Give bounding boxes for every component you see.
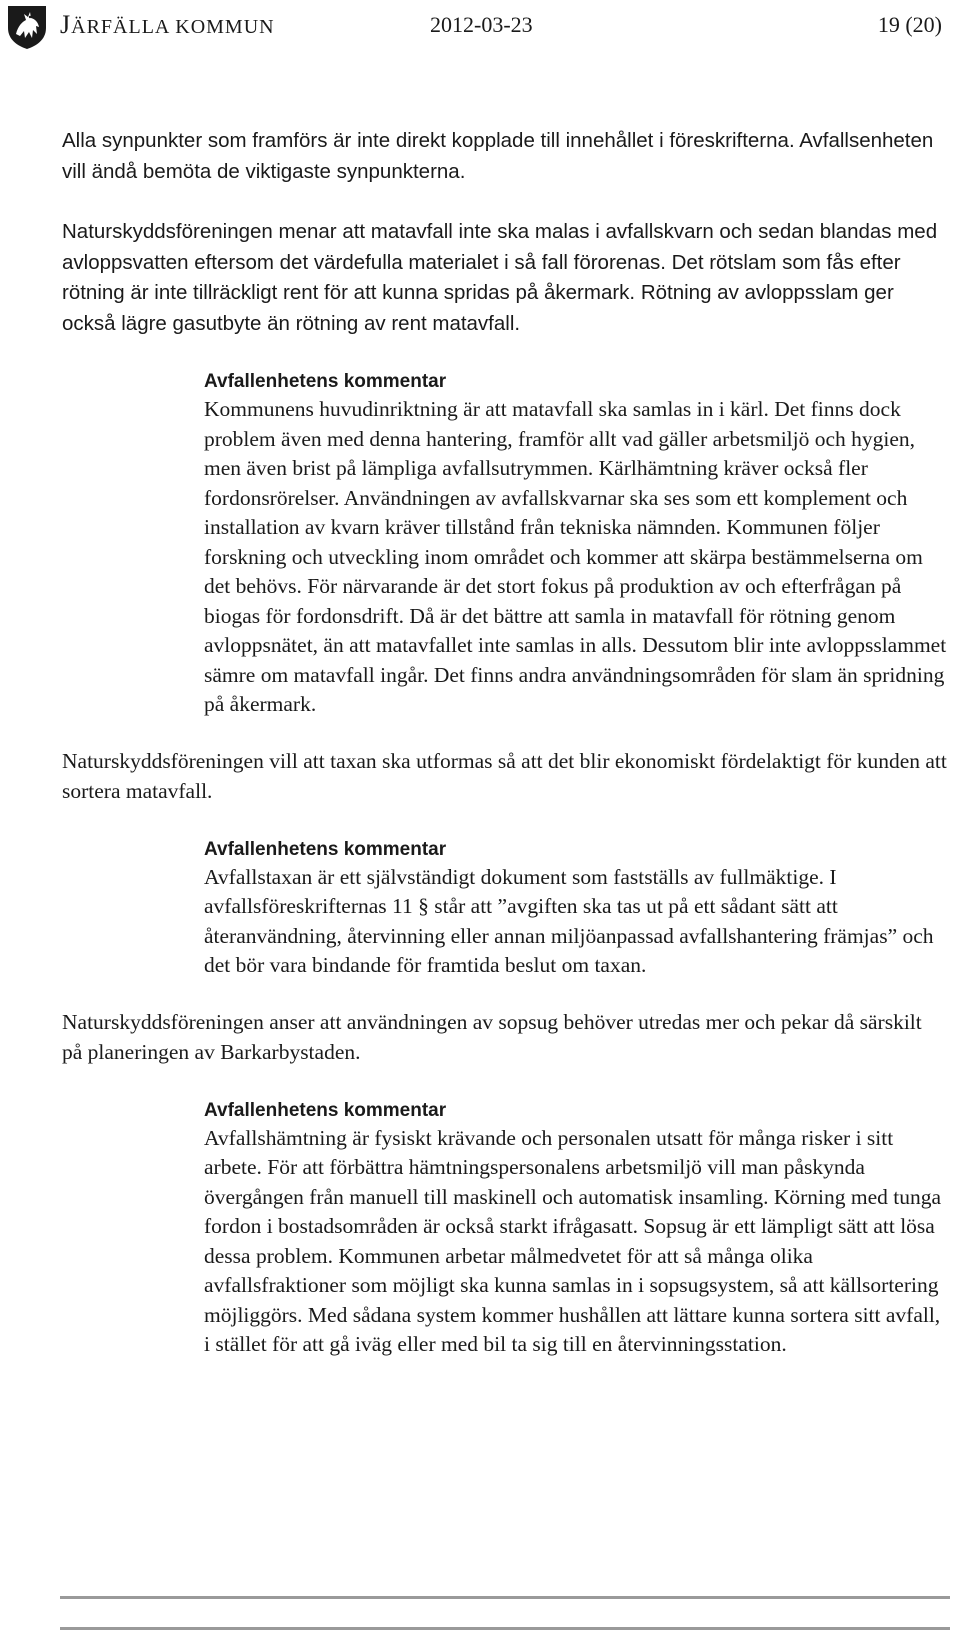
comment-heading: Avfallenhetens kommentar xyxy=(204,1099,447,1121)
comment-text: Kommunens huvudinriktning är att matavfall ska samlas in i kärl. Det finns dock problem även med denna hantering, framför allt vad gäller arbetsmiljö och hygien, men även brist på lämpliga avfallsutrymmen. Kärlhämtning kräver också fler fordonsrörelser. Användningen av avfallskvarnar ska ses som ett komplement och installation av kvarn kräver tillstånd från tekniska nämnden. Kommunen följer forskning och utveckling inom området och kommer att skärpa bestämmelserna om det behövs. För närvarande är det stort fokus på produktion av och efterfrågan på biogas för fordonsdrift. Då är det bättre att samla in matavfall för rötning genom avloppsnätet, än att matavfallet inte samlas in alls. Dessutom blir inte avloppsslammet sämre om matavfall ingår. Det finns andra användningsområden för slam än spridning på åkermark. xyxy=(204,397,947,716)
comment-heading: Avfallenhetens kommentar xyxy=(204,838,447,860)
org-name-rest: ÄRFÄLLA KOMMUN xyxy=(71,16,275,38)
comment-text: Avfallshämtning är fysiskt krävande och personalen utsatt för många risker i sitt arbete. För att förbättra hämtningspersonalens arbetsmiljö vill man påskynda övergången från manuell till maskinell och automatisk insamling. Körning med tunga fordon i bostadsområden är också starkt ifrågasatt. Sopsug är ett lämpligt sätt att lösa dessa problem. Kommunen arbetar målmedvetet för att så många olika avfallsfraktioner som möjligt ska kunna samlas in i sopsugsystem, så att källsortering möjliggörs. Med sådana system kommer hushållen att lättare kunna sortera sitt avfall, i stället för att gå iväg eller med bil ta sig till en återvinningsstation. xyxy=(204,1125,942,1356)
footer-divider-bottom xyxy=(60,1627,950,1630)
paragraph-viewpoint-tariff: Naturskyddsföreningen vill att taxan ska utformas så att det blir ekonomiskt fördelaktigt för kunden att sortera matavfall. xyxy=(62,748,947,803)
footer-divider-top xyxy=(60,1596,950,1599)
document-date: 2012-03-23 xyxy=(430,12,533,37)
comment-block-3 xyxy=(204,1098,947,1360)
organization-name xyxy=(60,10,275,40)
paragraph-intro: Alla synpunkter som framförs är inte direkt kopplade till innehållet i föreskrifterna. Avfallsenheten vill ändå bemöta de viktigaste synpunkterna. xyxy=(62,129,934,183)
comment-block-1 xyxy=(204,369,947,720)
document-body xyxy=(62,126,947,1386)
comment-heading: Avfallenhetens kommentar xyxy=(204,371,447,392)
paragraph-viewpoint-food-waste-grinders: Naturskyddsföreningen menar att matavfall inte ska malas i avfallskvarn och sedan blandas med avloppsvatten eftersom det värdefulla materialet i så fall förorenas. Det rötslam som fås efter rötning är inte tillräckligt rent för att kunna spridas på åkermark. Rötning av avloppsslam ger också lägre gasutbyte än rötning av rent matavfall. xyxy=(62,220,938,335)
comment-block-2 xyxy=(204,837,947,981)
paragraph-viewpoint-vacuum-collection: Naturskyddsföreningen anser att användningen av sopsug behöver utredas mer och pekar då särskilt på planeringen av Barkarbystaden. xyxy=(62,1009,922,1064)
page-number: 19 (20) xyxy=(877,12,942,37)
page-header xyxy=(0,0,960,56)
comment-text: Avfallstaxan är ett självständigt dokument som fastställs av fullmäktige. I avfallsföreskrifternas 11 § står att ”avgiften ska tas ut på ett sådant sätt att återanvändning, återvinning eller annan miljöanpassad avfallshantering främjas” och det bör vara bindande för framtida beslut om taxan. xyxy=(204,864,934,977)
municipal-shield-icon xyxy=(6,4,48,50)
org-name-initial: J xyxy=(60,10,72,39)
